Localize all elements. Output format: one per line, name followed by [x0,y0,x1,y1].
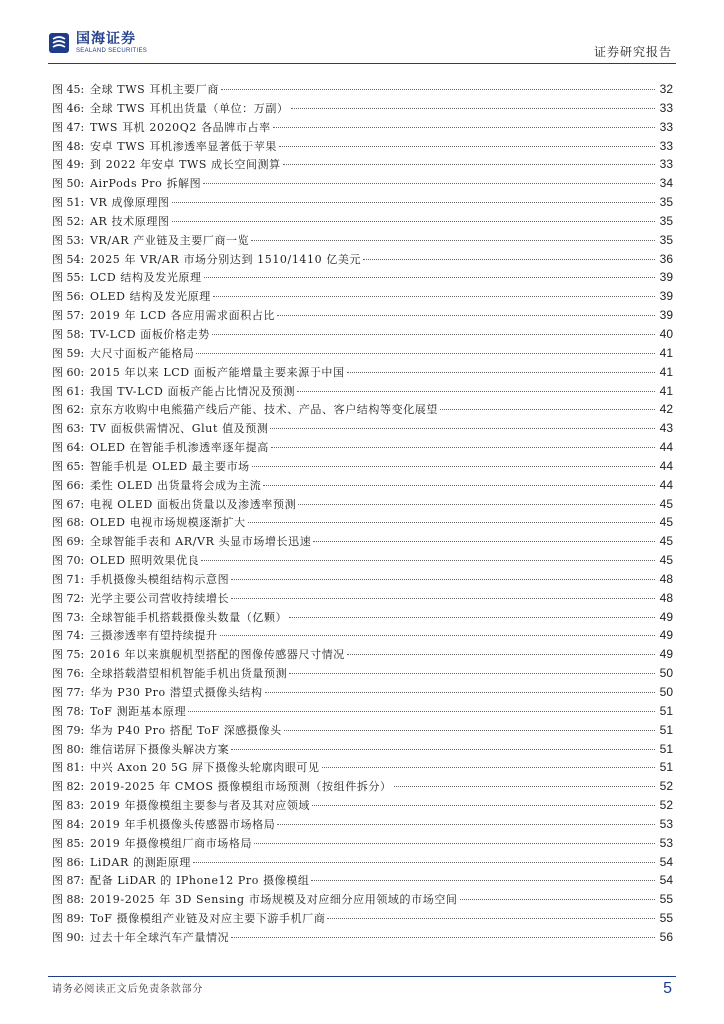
dot-leader [220,634,655,636]
figure-title[interactable]: 2019 年 LCD 各应用需求面积占比 [90,309,276,323]
figure-label: 图 88: [52,893,85,907]
figure-label: 图 76: [52,667,85,681]
figure-title[interactable]: 电视 OLED 面板出货量以及渗透率预测 [90,497,297,511]
page-header [0,0,724,60]
dot-leader [188,710,655,712]
figure-title[interactable]: AR 技术原理图 [90,214,170,228]
page-number: 5 [663,980,672,997]
toc-row[interactable] [52,363,673,382]
figure-label: 图 89: [52,912,85,926]
toc-row[interactable] [52,513,673,532]
figure-page-number[interactable]: 39 [659,308,673,323]
figure-page-number[interactable]: 42 [659,402,673,417]
figure-title[interactable]: 2015 年以来 LCD 面板产能增量主要来源于中国 [90,365,345,379]
toc-row[interactable] [52,645,673,664]
figure-page-number[interactable]: 51 [659,760,673,775]
figure-page-number[interactable]: 45 [659,534,673,549]
figure-page-number[interactable]: 33 [659,119,673,134]
figure-title[interactable]: 全球 TWS 耳机主要厂商 [90,83,219,96]
figure-page-number[interactable]: 52 [659,779,673,794]
figure-page-number[interactable]: 33 [659,157,673,172]
toc-row[interactable] [52,325,673,344]
dot-leader [284,729,655,731]
figure-title[interactable]: 光学主要公司营收持续增长 [90,591,230,605]
figure-label: 图 51: [52,196,85,210]
figure-label: 图 75: [52,648,85,662]
figure-title[interactable]: 配备 LiDAR 的 IPhone12 Pro 摄像模组 [90,874,310,888]
figure-label: 图 73: [52,610,85,624]
figure-page-number[interactable]: 51 [659,722,673,737]
figure-title[interactable]: TV-LCD 面板价格走势 [90,327,210,341]
figure-page-number[interactable]: 44 [659,477,673,492]
figure-page-number[interactable]: 41 [659,364,673,379]
figure-title[interactable]: AirPods Pro 拆解图 [90,177,202,191]
figure-page-number[interactable]: 40 [659,326,673,341]
figure-title[interactable]: 全球智能手表和 AR/VR 头显市场增长迅速 [90,535,312,549]
figure-title[interactable]: TWS 耳机 2020Q2 各品牌市占率 [90,120,271,134]
figure-label: 图 60: [52,365,85,379]
figure-label: 图 81: [52,761,85,775]
figure-label: 图 49: [52,158,85,172]
figure-label: 图 47: [52,120,85,134]
figure-label: 图 62: [52,403,85,417]
figure-page-number[interactable]: 41 [659,383,673,398]
toc-row[interactable] [52,871,673,890]
figure-label: 图 68: [52,516,85,530]
dot-leader [277,823,655,825]
figure-label: 图 67: [52,497,85,511]
figure-page-number[interactable]: 33 [659,100,673,115]
figure-label: 图 52: [52,214,85,228]
toc-row[interactable] [52,626,673,645]
figure-title[interactable]: 华为 P30 Pro 潜望式摄像头结构 [90,686,263,699]
figure-page-number[interactable]: 35 [659,232,673,247]
figure-title[interactable]: 维信诺屏下摄像头解决方案 [90,742,230,756]
figure-page-number[interactable]: 39 [659,270,673,285]
dot-leader [277,314,655,316]
figure-page-number[interactable]: 50 [659,666,673,681]
figure-title[interactable]: 2016 年以来旗舰机型搭配的图像传感器尺寸情况 [90,648,345,662]
figure-title[interactable]: LCD 结构及发光原理 [90,271,202,285]
toc-row[interactable] [52,80,673,99]
toc-row[interactable] [52,99,673,118]
dot-leader [347,371,655,373]
figure-title[interactable]: 智能手机是 OLED 最主要市场 [90,459,250,473]
figure-label: 图 54: [52,252,85,266]
figure-label: 图 55: [52,271,85,285]
toc-row[interactable] [52,250,673,269]
figure-page-number[interactable]: 51 [659,741,673,756]
dot-leader [270,427,655,429]
toc-row[interactable] [52,589,673,608]
figure-title[interactable]: 京东方收购中电熊猫产线后产能、技术、产品、客户结构等变化展望 [90,403,438,417]
toc-row[interactable] [52,476,673,495]
figure-page-number[interactable]: 49 [659,609,673,624]
figure-title[interactable]: 全球智能手机搭载摄像头数量（亿颗） [90,610,288,624]
dot-leader [298,503,655,505]
report-type: 证券研究报告 [593,45,672,59]
toc-row[interactable] [52,212,673,231]
disclaimer-note: 请务必阅读正文后免责条款部分 [52,984,204,995]
figure-page-number[interactable]: 36 [659,251,673,266]
figure-label: 图 85: [52,836,85,850]
toc-row[interactable] [52,287,673,306]
figure-page-number[interactable]: 54 [659,854,673,869]
figure-label: 图 83: [52,799,85,813]
dot-leader [289,616,655,618]
dot-leader [231,936,655,938]
dot-leader [263,484,655,486]
toc-row[interactable] [52,777,673,796]
toc-row[interactable] [52,268,673,287]
figure-label: 图 59: [52,346,85,360]
figure-page-number[interactable]: 35 [659,213,673,228]
figure-title[interactable]: 2019 年手机摄像头传感器市场格局 [90,817,276,831]
figure-page-number[interactable]: 55 [659,911,673,926]
figure-page-number[interactable]: 44 [659,458,673,473]
dot-leader [289,672,655,674]
toc-row[interactable] [52,740,673,759]
toc-row[interactable] [52,928,673,947]
toc-row[interactable] [52,570,673,589]
figure-label: 图 58: [52,327,85,341]
toc-row[interactable] [52,306,673,325]
dot-leader [273,126,655,128]
figure-title[interactable]: 过去十年全球汽车产量情况 [90,930,230,944]
figure-title[interactable]: 大尺寸面板产能格局 [90,346,195,360]
toc-row[interactable] [52,400,673,419]
figure-label: 图 78: [52,704,85,718]
figure-label: 图 72: [52,591,85,605]
dot-leader [251,239,655,241]
figure-title[interactable]: 2019 年摄像模组主要参与者及其对应领域 [90,799,311,813]
toc-row[interactable] [52,608,673,627]
toc-row[interactable] [52,853,673,872]
figure-title[interactable]: OLED 在智能手机渗透率逐年提高 [90,441,269,455]
toc-row[interactable] [52,551,673,570]
toc-row[interactable] [52,758,673,777]
figure-title[interactable]: OLED 结构及发光原理 [90,290,211,304]
footer-divider [48,976,676,977]
figure-page-number[interactable]: 52 [659,798,673,813]
dot-leader [231,578,655,580]
figure-title[interactable]: OLED 照明效果优良 [90,554,200,568]
toc-row[interactable] [52,193,673,212]
figure-title[interactable]: 柔性 OLED 出货量将会成为主流 [90,478,262,492]
figure-title[interactable]: 2019-2025 年 CMOS 摄像模组市场预测（按组件拆分） [90,780,392,794]
figure-label: 图 90: [52,930,85,944]
toc-row[interactable] [52,683,673,702]
dot-leader [394,785,655,787]
toc-row[interactable] [52,721,673,740]
dot-leader [252,465,655,467]
figure-label: 图 64: [52,441,85,455]
dot-leader [221,88,655,90]
figure-label: 图 74: [52,629,85,643]
figure-page-number[interactable]: 56 [659,929,673,944]
figure-label: 图 87: [52,874,85,888]
dot-leader [311,879,655,881]
figure-page-number[interactable]: 44 [659,440,673,455]
figure-page-number[interactable]: 35 [659,195,673,210]
figure-title[interactable]: 2019-2025 年 3D Sensing 市场规模及对应细分应用领域的市场空间 [90,893,458,907]
figure-label: 图 61: [52,384,85,398]
figure-label: 图 70: [52,554,85,568]
toc-row[interactable] [52,702,673,721]
dot-leader [231,597,655,599]
figure-label: 图 56: [52,290,85,304]
figure-label: 图 69: [52,535,85,549]
dot-leader [363,258,655,260]
toc-row[interactable] [52,382,673,401]
figure-page-number[interactable]: 33 [659,138,673,153]
dot-leader [312,804,655,806]
figure-page-number[interactable]: 53 [659,816,673,831]
figure-title[interactable]: OLED 电视市场规模逐渐扩大 [90,516,246,530]
dot-leader [271,446,655,448]
dot-leader [203,182,655,184]
figure-title[interactable]: 到 2022 年安卓 TWS 成长空间测算 [90,158,281,172]
figure-title[interactable]: 三摄渗透率有望持续提升 [90,629,218,643]
figure-label: 图 66: [52,478,85,492]
toc-row[interactable] [52,890,673,909]
figure-page-number[interactable]: 45 [659,515,673,530]
figure-page-number[interactable]: 54 [659,873,673,888]
toc-row[interactable] [52,815,673,834]
toc-row[interactable] [52,155,673,174]
figure-page-number[interactable]: 51 [659,703,673,718]
toc-row[interactable] [52,438,673,457]
figure-title[interactable]: 手机摄像头模组结构示意图 [90,572,230,586]
figure-title[interactable]: 2025 年 VR/AR 市场分别达到 1510/1410 亿美元 [90,252,362,266]
figure-page-number[interactable]: 41 [659,345,673,360]
dot-leader [201,559,655,561]
dot-leader [254,842,655,844]
figure-label: 图 82: [52,780,85,794]
toc-row[interactable] [52,174,673,193]
dot-leader [291,107,655,109]
figure-page-number[interactable]: 48 [659,571,673,586]
figure-label: 图 86: [52,855,85,869]
figure-label: 图 46: [52,101,85,115]
dot-leader [460,898,655,900]
figure-page-number[interactable]: 55 [659,892,673,907]
figure-title[interactable]: ToF 测距基本原理 [90,704,187,718]
figure-title[interactable]: TV 面板供需情况、Glut 值及预测 [90,422,269,436]
figure-label: 图 71: [52,572,85,586]
figure-label: 图 53: [52,233,85,247]
figure-title[interactable]: 中兴 Axon 20 5G 屏下摄像头轮廓肉眼可见 [90,761,320,775]
figure-label: 图 57: [52,309,85,323]
dot-leader [327,917,655,919]
toc-row[interactable] [52,532,673,551]
toc-row[interactable] [52,834,673,853]
logo-name-cn: 国海证券 [76,31,136,47]
figure-page-number[interactable]: 49 [659,647,673,662]
figure-title[interactable]: VR/AR 产业链及主要厂商一览 [90,233,250,247]
dot-leader [440,408,655,410]
sealand-logo-icon [48,32,70,54]
dot-leader [172,220,655,222]
toc-row[interactable] [52,344,673,363]
toc-row[interactable] [52,231,673,250]
toc-row[interactable] [52,118,673,137]
dot-leader [172,201,655,203]
figure-page-number[interactable]: 39 [659,289,673,304]
dot-leader [193,861,655,863]
figure-page-number[interactable]: 32 [659,82,673,96]
header-divider [48,63,676,64]
toc-row[interactable] [52,664,673,683]
dot-leader [283,163,655,165]
dot-leader [196,352,655,354]
toc-row[interactable] [52,419,673,438]
figure-title[interactable]: 我国 TV-LCD 面板产能占比情况及预测 [90,384,296,398]
figure-label: 图 77: [52,686,85,699]
figure-list [52,80,673,947]
figure-page-number[interactable]: 50 [659,685,673,699]
company-logo [48,32,147,54]
dot-leader [248,521,655,523]
figure-title[interactable]: 全球 TWS 耳机出货量（单位：万副） [90,101,289,115]
dot-leader [265,691,655,693]
dot-leader [213,295,655,297]
figure-label: 图 84: [52,817,85,831]
logo-name-en: SEALAND SECURITIES [76,48,148,54]
figure-label: 图 45: [52,83,85,96]
figure-page-number[interactable]: 48 [659,590,673,605]
figure-page-number[interactable]: 53 [659,835,673,850]
figure-label: 图 63: [52,422,85,436]
figure-page-number[interactable]: 49 [659,628,673,643]
figure-label: 图 48: [52,139,85,153]
figure-title[interactable]: 2019 年摄像模组厂商市场格局 [90,836,253,850]
figure-page-number[interactable]: 45 [659,496,673,511]
figure-title[interactable]: 安卓 TWS 耳机渗透率显著低于苹果 [90,139,277,153]
figure-title[interactable]: VR 成像原理图 [90,196,170,210]
figure-label: 图 65: [52,459,85,473]
dot-leader [204,276,655,278]
dot-leader [322,766,655,768]
figure-label: 图 80: [52,742,85,756]
figure-title[interactable]: 华为 P40 Pro 搭配 ToF 深感摄像头 [90,723,282,737]
figure-title[interactable]: ToF 摄像模组产业链及对应主要下游手机厂商 [90,912,326,926]
toc-row[interactable] [52,495,673,514]
figure-label: 图 50: [52,177,85,191]
toc-row[interactable] [52,909,673,928]
dot-leader [231,748,655,750]
figure-title[interactable]: 全球搭载潜望相机智能手机出货量预测 [90,667,288,681]
dot-leader [279,145,655,147]
toc-row[interactable] [52,137,673,156]
dot-leader [297,390,655,392]
dot-leader [313,540,655,542]
figure-page-number[interactable]: 45 [659,553,673,568]
figure-title[interactable]: LiDAR 的测距原理 [90,855,191,869]
dot-leader [212,333,655,335]
dot-leader [347,653,655,655]
figure-label: 图 79: [52,723,85,737]
figure-page-number[interactable]: 34 [659,176,673,191]
toc-row[interactable] [52,796,673,815]
toc-row[interactable] [52,457,673,476]
figure-page-number[interactable]: 43 [659,421,673,436]
